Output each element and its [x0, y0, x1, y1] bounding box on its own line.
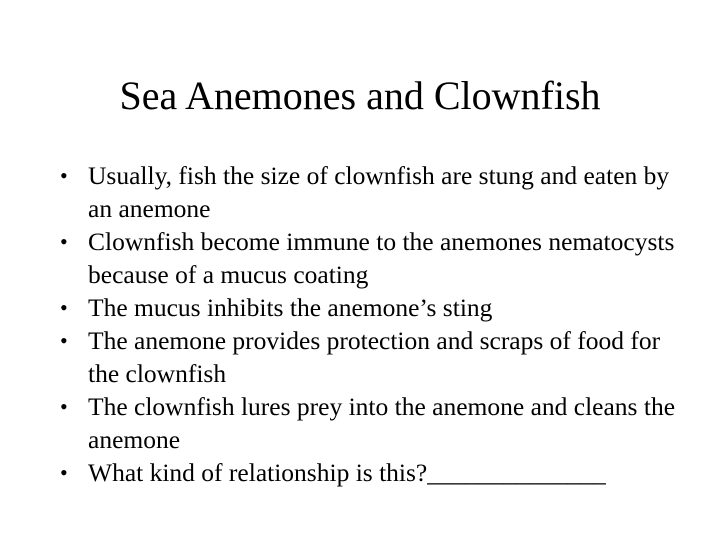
- bullet-icon: •: [60, 328, 68, 353]
- bullet-text: What kind of relationship is this?______________: [88, 458, 606, 487]
- bullet-text: Clownfish become immune to the anemones nematocysts because of a mucus coating: [88, 227, 675, 289]
- bullet-text: The clownfish lures prey into the anemone and cleans the anemone: [88, 392, 676, 454]
- bullet-text: Usually, fish the size of clownfish are stung and eaten by an anemone: [88, 161, 670, 223]
- bullet-icon: •: [60, 394, 68, 419]
- bullet-item-mucus-inhibits: [60, 291, 680, 324]
- bullet-text: The anemone provides protection and scraps of food for the clownfish: [88, 326, 661, 388]
- bullet-item-mucus-immunity: [60, 225, 680, 291]
- bullet-text: The mucus inhibits the anemone’s sting: [88, 293, 493, 322]
- bullet-item-question: [60, 456, 680, 489]
- bullet-icon: •: [60, 229, 68, 254]
- bullet-icon: •: [60, 163, 68, 188]
- bullet-list: [60, 159, 680, 489]
- bullet-item-immune-risk: [60, 159, 680, 225]
- bullet-item-clownfish-lures: [60, 390, 680, 456]
- slide-title: Sea Anemones and Clownfish: [119, 73, 601, 118]
- bullet-icon: •: [60, 295, 68, 320]
- bullet-item-anemone-provides: [60, 324, 680, 390]
- bullet-icon: •: [60, 460, 68, 485]
